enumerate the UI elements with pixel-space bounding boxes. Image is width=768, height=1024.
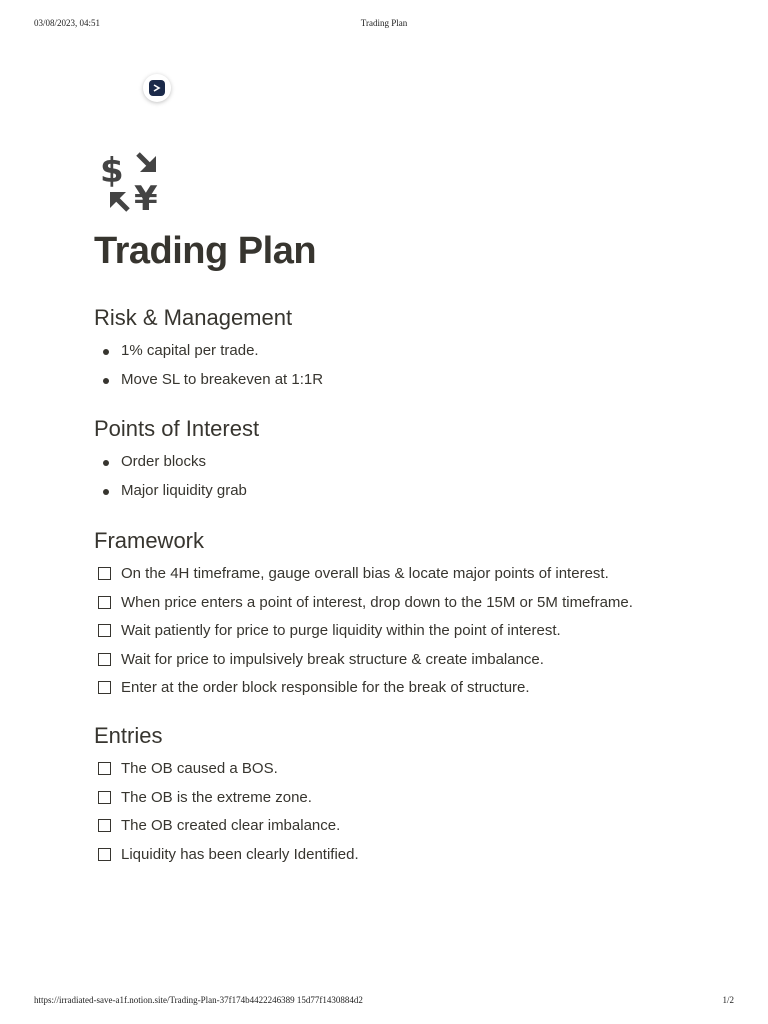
todo-list — [94, 560, 714, 703]
checkbox[interactable] — [98, 681, 111, 694]
bulleted-list — [94, 337, 714, 394]
checkbox[interactable] — [98, 624, 111, 637]
bullet-icon — [103, 460, 109, 466]
print-title: Trading Plan — [360, 18, 408, 28]
todo-item: The OB caused a BOS. — [94, 755, 714, 784]
section-heading: Risk & Management — [94, 305, 293, 330]
list-item: Move SL to breakeven at 1:1R — [94, 366, 714, 395]
section-framework — [94, 526, 714, 703]
bullet-icon — [103, 349, 109, 355]
checkbox[interactable] — [98, 596, 111, 609]
section-entries — [94, 721, 714, 869]
todo-item: Enter at the order block responsible for the break of structure. — [94, 674, 714, 703]
currency-exchange-icon — [100, 150, 166, 214]
list-item: Order blocks — [94, 448, 714, 477]
list-item: Major liquidity grab — [94, 477, 714, 506]
section-heading: Framework — [94, 528, 205, 553]
checkbox[interactable] — [98, 791, 111, 804]
todo-item: The OB is the extreme zone. — [94, 784, 714, 813]
checkbox[interactable] — [98, 653, 111, 666]
list-item: 1% capital per trade. — [94, 337, 714, 366]
page-title: Trading Plan — [94, 230, 317, 272]
section-heading: Points of Interest — [94, 416, 260, 441]
todo-item: The OB created clear imbalance. — [94, 812, 714, 841]
checkbox[interactable] — [98, 567, 111, 580]
svg-text:$: $ — [100, 151, 124, 191]
print-date: 03/08/2023, 04:51 — [34, 18, 101, 28]
bullet-icon — [103, 489, 109, 495]
section-heading: Entries — [94, 723, 163, 748]
todo-item: On the 4H timeframe, gauge overall bias & locate major points of interest. — [94, 560, 714, 589]
page-url: https://irradiated-save-a1f.notion.site/Trading-Plan-37f174b4422246389 15d77f1430884d2 — [34, 995, 363, 1005]
bulleted-list — [94, 448, 714, 505]
section-risk-management — [94, 303, 714, 394]
svg-text:¥: ¥ — [134, 179, 158, 214]
bullet-icon — [103, 378, 109, 384]
checkbox[interactable] — [98, 848, 111, 861]
todo-item: Liquidity has been clearly Identified. — [94, 841, 714, 870]
checkbox[interactable] — [98, 762, 111, 775]
extension-badge-icon[interactable] — [143, 74, 171, 102]
todo-item: Wait for price to impulsively break structure & create imbalance. — [94, 646, 714, 675]
todo-list — [94, 755, 714, 869]
todo-item: When price enters a point of interest, drop down to the 15M or 5M timeframe. — [94, 589, 714, 618]
page-number: 1/2 — [722, 995, 734, 1005]
section-points-of-interest — [94, 414, 714, 505]
todo-item: Wait patiently for price to purge liquidity within the point of interest. — [94, 617, 714, 646]
checkbox[interactable] — [98, 819, 111, 832]
